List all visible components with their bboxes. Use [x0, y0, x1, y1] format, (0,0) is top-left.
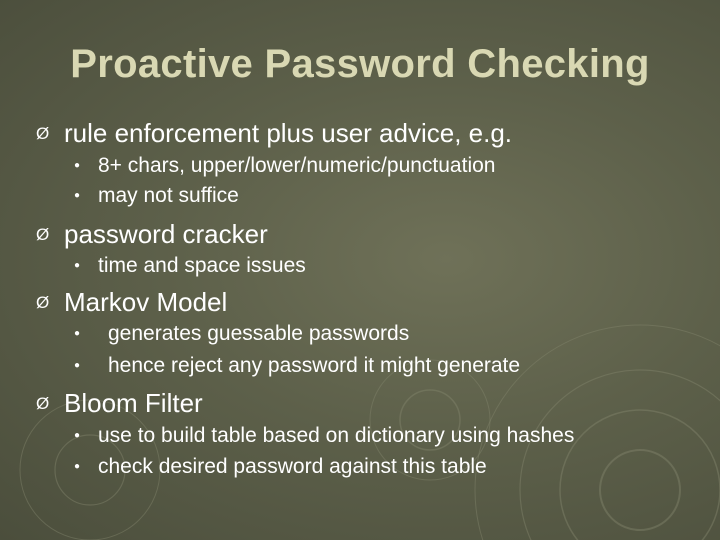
sub-bullet-text: check desired password against this table [98, 455, 487, 478]
dot-bullet-icon: ● [74, 328, 81, 339]
sub-bullet-text: hence reject any password it might generate [108, 354, 521, 377]
arrow-bullet-icon: Ø [36, 225, 50, 244]
slide-title: Proactive Password Checking [70, 42, 650, 86]
bullet-text: rule enforcement plus user advice, e.g. [64, 118, 513, 148]
sub-bullet-text: generates guessable passwords [108, 322, 410, 345]
bullet-password-cracker [36, 219, 268, 250]
sub-bullet-text: may not suffice [98, 184, 239, 207]
sub-bullet [74, 424, 574, 448]
bullet-rule-enforcement [36, 118, 512, 149]
bullet-text: Bloom Filter [64, 388, 203, 418]
dot-bullet-icon: ● [74, 160, 81, 171]
sub-bullet [74, 322, 409, 346]
dot-bullet-icon: ● [74, 260, 81, 271]
sub-bullet-text: time and space issues [98, 254, 306, 277]
sub-bullet [74, 184, 239, 208]
dot-bullet-icon: ● [74, 360, 81, 371]
arrow-bullet-icon: Ø [36, 394, 50, 413]
sub-bullet-text: use to build table based on dictionary using hashes [98, 424, 575, 447]
arrow-bullet-icon: Ø [36, 293, 50, 312]
sub-bullet [74, 455, 487, 479]
dot-bullet-icon: ● [74, 190, 81, 201]
arrow-bullet-icon: Ø [36, 124, 50, 143]
dot-bullet-icon: ● [74, 430, 81, 441]
sub-bullet [74, 254, 306, 278]
bullet-markov-model [36, 287, 227, 318]
sub-bullet [74, 354, 520, 378]
sub-bullet-text: 8+ chars, upper/lower/numeric/punctuation [98, 154, 496, 177]
bullet-bloom-filter [36, 388, 203, 419]
sub-bullet [74, 154, 495, 178]
bullet-text: password cracker [64, 219, 268, 249]
bullet-text: Markov Model [64, 287, 228, 317]
dot-bullet-icon: ● [74, 461, 81, 472]
